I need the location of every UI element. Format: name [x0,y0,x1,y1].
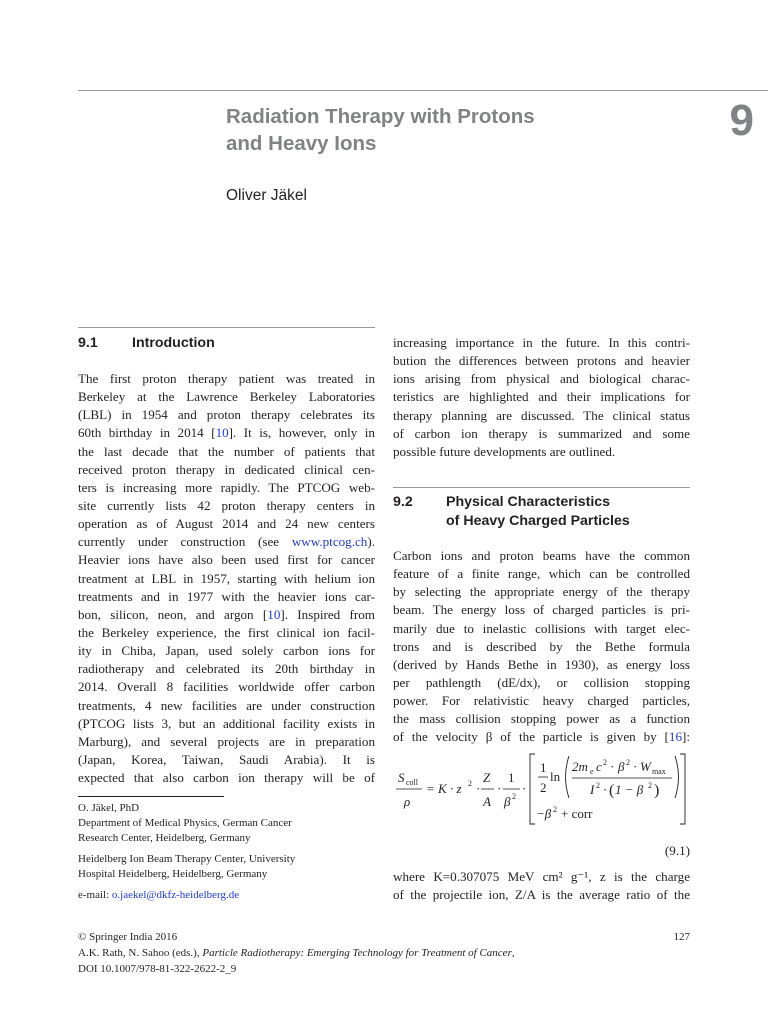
copyright: © Springer India 2016 [78,931,178,943]
eq-beta-den-sq: 2 [512,792,516,801]
eq-dot-5: · [633,759,638,774]
body-line: Heavier ions have also been used first for cancer [78,552,375,568]
body-line: radiotherapy and celebrated its 20th birthday in [78,661,375,677]
footnote-affil-2a: Heidelberg Ion Beam Therapy Center, University [78,853,296,865]
section-1-rule [78,327,375,328]
body-line: the mass collision stopping power as a function [393,711,690,727]
body-line: by selecting the appropriate energy of the therapy [393,584,690,600]
eq-minus-beta-sq: 2 [553,805,557,814]
eq-one: 1 [508,770,515,785]
section-2-rule [393,487,690,488]
body-line: Marburg), and several projects are in preparation [78,733,375,749]
author-email-link[interactable]: o.jaekel@dkfz-heidelberg.de [111,889,240,901]
body-line: trons and is described by the Bethe formula [393,638,690,654]
citation-book-title: Particle Radiotherapy: Emerging Technology for Treatment of Cancer [202,947,512,959]
section-1-number: 9.1 [78,335,98,351]
eq-corr: + corr [561,806,593,821]
body-line: of the projectile ion, Z/A is the average ratio of the [393,887,690,903]
footnote-email [78,888,239,904]
body-line: received proton therapy in dedicated clinical cen- [78,461,375,477]
body-line: ters is increasing more rapidly. The PTCOG web- [78,479,375,495]
footnote-affil-2b: Hospital Heidelberg, Heidelberg, Germany [78,868,268,880]
bethe-equation [394,748,694,828]
body-line: of the velocity β of the particle is given by [16]: [393,729,690,745]
citation-editors: A.K. Rath, N. Sahoo (eds.), [78,947,203,959]
chapter-title-line-2: and Heavy Ions [226,132,377,155]
eq-half-num: 1 [540,760,547,775]
section-1-heading [78,334,215,353]
eq-half-den: 2 [540,780,547,795]
body-line: bon, silicon, neon, and argon [10]. Inspired from [78,606,375,622]
citation-comma: , [511,947,515,959]
footnote-name: O. Jäkel, PhD [78,802,140,814]
footnote-rule [78,796,224,797]
body-line: (LBL) in 1954 and proton therapy celebrates its [78,407,375,423]
eq-2m: 2m [572,759,588,774]
section-2-number: 9.2 [393,494,413,510]
body-line: operation as of August 2014 and 24 new centers [78,516,375,532]
body-line: where K=0.307075 MeV cm² g⁻¹, z is the charge [393,869,690,884]
eq-paren-open: ( [609,782,615,799]
eq-one-minus-sq: 2 [648,781,652,790]
body-line: of carbon ion therapy is summarized and some [393,425,690,441]
body-line: feature of a finite range, which can be controlled [393,566,690,582]
body-line: ions arising from physical and biological charac- [393,371,690,387]
intro-continued [393,334,690,461]
eq-c: c [596,759,602,774]
eq-me-sub: e [590,767,594,776]
section-2-after-equation [393,868,690,904]
eq-dot-2: · [497,781,502,796]
footnote-affil-1b: Research Center, Heidelberg, Germany [78,832,251,844]
body-line: teristics are highlighted and their implications for [393,389,690,405]
body-line: the last decade that the number of patients that [78,443,375,459]
section-2-heading [393,493,690,533]
chapter-number: 9 [729,96,754,145]
eq-minus-beta: −β [536,806,552,821]
eq-beta-den: β [504,794,511,809]
footnote-email-label: e-mail: [78,889,112,901]
bethe-equation-svg [394,748,694,828]
body-line: possible future developments are outlined. [393,443,616,459]
eq-one-minus: 1 − β [615,782,644,797]
equation-number: (9.1) [664,843,690,858]
section-2-body [393,547,690,747]
body-line: site currently lists 42 proton therapy centers in [78,497,375,513]
eq-lhs-sub: coll [406,778,418,787]
body-line: 60th birthday in 2014 [10]. It is, however, only in [78,425,375,441]
body-line: increasing importance in the future. In this contri- [393,335,690,350]
section-1-title: Introduction [132,335,215,351]
eq-I-sq: 2 [596,781,600,790]
chapter-title-line-1: Radiation Therapy with Protons [226,105,535,128]
footnote-affil-1a: Department of Medical Physics, German Cancer [78,817,292,829]
top-rule [78,90,768,91]
eq-z-sq: 2 [468,779,472,788]
eq-c-sq: 2 [603,758,607,767]
eq-dot-3: · [522,781,527,796]
body-line: beam. The energy loss of charged particles is pri- [393,602,690,618]
doi: DOI 10.1007/978-81-322-2622-2_9 [78,963,237,975]
eq-lhs-rho: ρ [404,794,411,809]
section-2-title-line-2: of Heavy Charged Particles [446,513,630,529]
body-line: expected that also carbon ion therapy will be of [78,770,375,786]
body-line: power. For relativistic heavy charged particles, [393,693,690,709]
eq-beta-num-sq: 2 [626,758,630,767]
eq-k-z: = K · z [426,781,462,796]
eq-W-sub: max [652,767,666,776]
eq-dot-4: · [610,759,615,774]
body-line: 2014. Overall 8 facilities worldwide offer carbon [78,679,375,695]
section-1-body [78,370,375,787]
book-citation [78,946,515,962]
eq-dot-1: · [476,781,481,796]
page-number: 127 [673,931,690,943]
body-line: therapy planning are discussed. The clinical status [393,407,690,423]
body-line: Carbon ions and proton beams have the common [393,548,690,563]
body-line: marily due to inelastic collisions with target elec- [393,620,690,636]
eq-paren-close: ) [654,782,660,799]
eq-I: I [590,782,595,797]
eq-lhs-S: S [398,770,405,785]
body-line: The first proton therapy patient was treated in [78,371,375,386]
body-line: bution the differences between protons and heavier [393,353,690,369]
body-line: (PTCOG lists 3, but an additional facility exists in [78,715,375,731]
section-2-title-line-1: Physical Characteristics [446,494,611,510]
body-line: treatments, 4 new facilities are under construction [78,697,375,713]
body-line: per pathlength (dE/dx), or collision stopping [393,674,690,690]
eq-Z: Z [483,770,491,785]
body-line: currently under construction (see www.ptcog.ch). [78,534,375,550]
eq-ln: ln [550,769,561,784]
body-line: ity in Chiba, Japan, used solely carbon ions for [78,643,375,659]
body-line: the Berkeley experience, the first clinical ion facil- [78,624,375,640]
eq-beta-num: β [618,759,625,774]
eq-W: W [640,759,651,774]
body-line: treatments and in 1977 with the heavier ions car- [78,588,375,604]
author: Oliver Jäkel [226,187,307,204]
body-line: (Japan, Korea, Taiwan, Saudi Arabia). It is [78,751,375,767]
eq-A: A [483,794,491,809]
eq-dot-6: · [603,782,608,797]
body-line: treatment at LBL in 1957, starting with helium ion [78,570,375,586]
body-line: (derived by Hands Bethe in 1930), as energy loss [393,656,690,672]
chapter-title [226,103,646,157]
body-line: Berkeley at the Lawrence Berkeley Laboratories [78,389,375,405]
